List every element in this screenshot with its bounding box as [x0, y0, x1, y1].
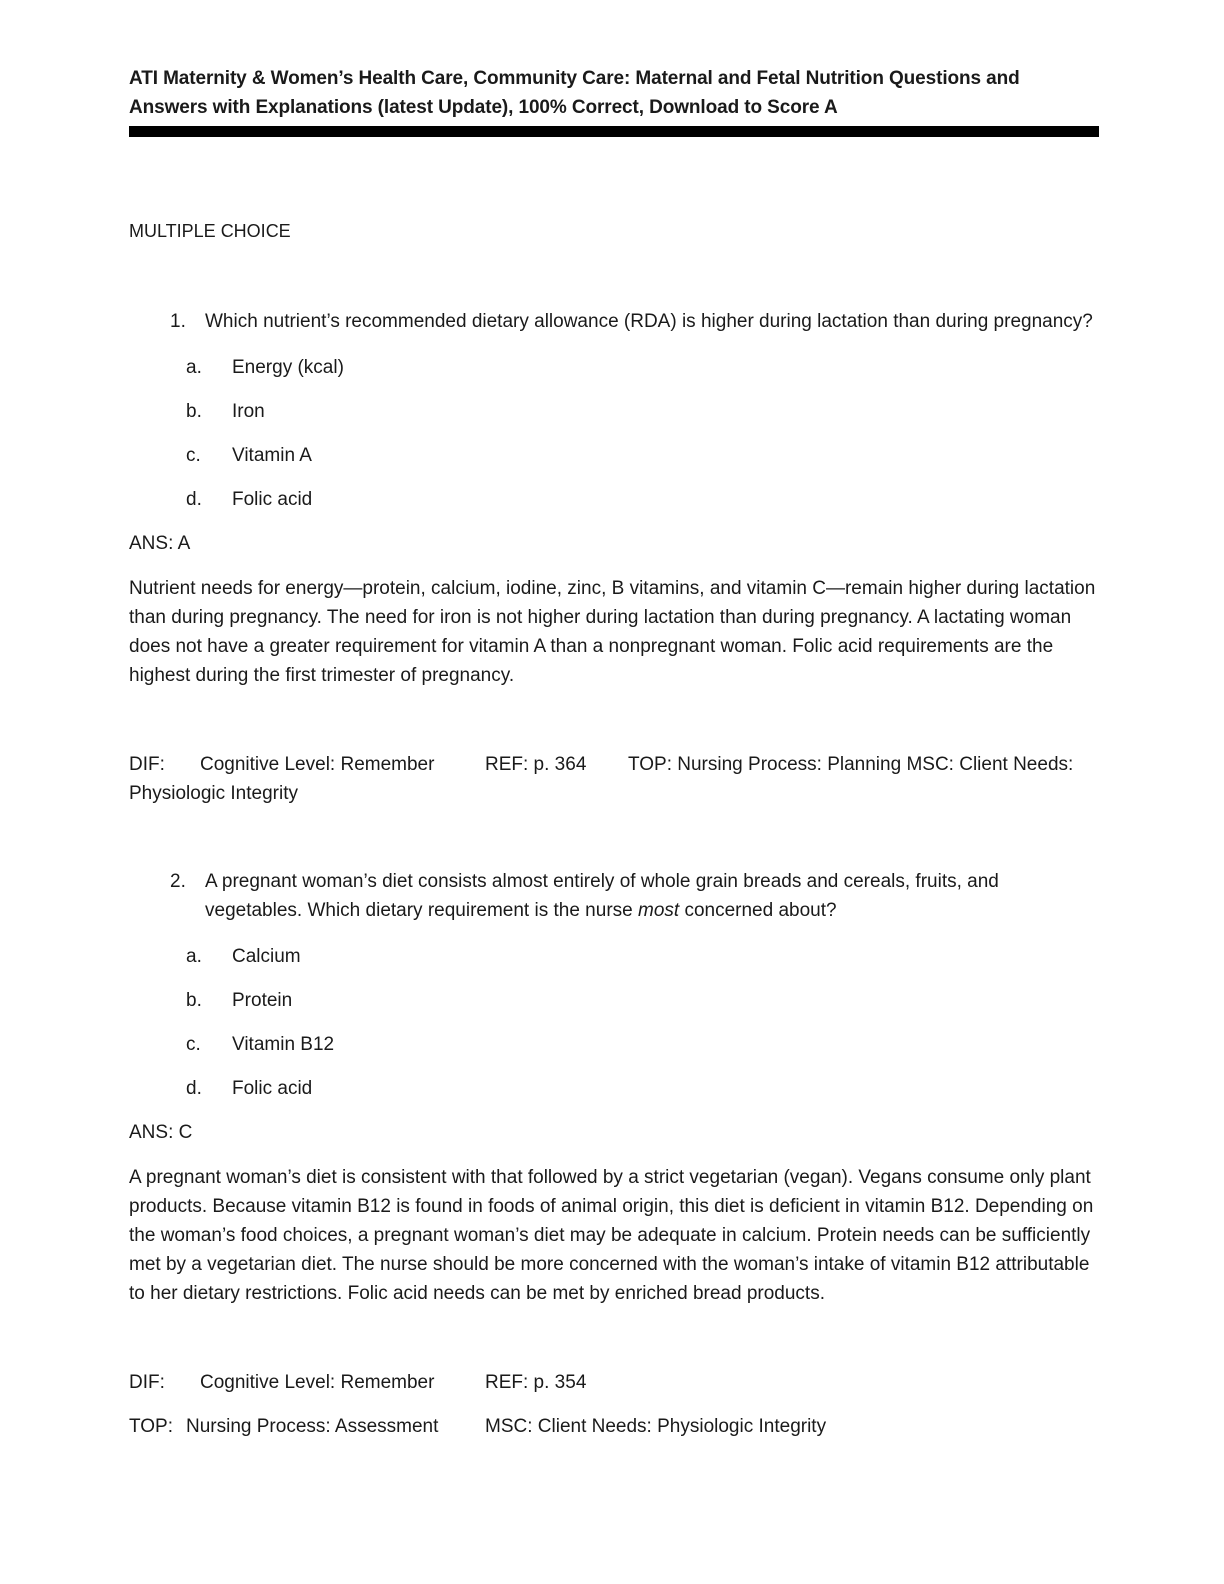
question-2: [129, 867, 1099, 925]
option-2b: [129, 989, 1099, 1013]
option-letter: c.: [186, 445, 201, 466]
rationale-1: Nutrient needs for energy—protein, calcium, iodine, zinc, B vitamins, and vitamin C—remain higher during lactation than during pregnancy. The need for iron is not higher during lactation than during pregnancy. A lactating woman does not have a greater requirement for vitamin A than a nonpregnant woman. Folic acid requirements are the highest during the first trimester of pregnancy.: [129, 578, 1096, 686]
top-label: TOP:: [129, 1416, 173, 1437]
option-2a: [129, 945, 1099, 969]
option-letter: b.: [186, 990, 202, 1011]
option-letter: a.: [186, 946, 202, 967]
question-1: [129, 307, 1099, 336]
option-1b: [129, 400, 1099, 424]
dif-label: DIF:: [129, 1372, 165, 1393]
question-text: [205, 867, 1099, 925]
question-number: 1.: [170, 311, 186, 332]
question-emphasis: most: [638, 900, 680, 921]
answer-2: ANS: C: [129, 1122, 193, 1143]
document-page: [129, 64, 1099, 1441]
answer-1: ANS: A: [129, 533, 191, 554]
question-number: 2.: [170, 871, 186, 892]
option-text: Folic acid: [232, 489, 313, 510]
option-letter: d.: [186, 1078, 202, 1099]
option-1c: [129, 444, 1099, 468]
option-text: Protein: [232, 990, 293, 1011]
option-letter: d.: [186, 489, 202, 510]
document-title: ATI Maternity & Women’s Health Care, Community Care: Maternal and Fetal Nutrition Questions and Answers with Explanations (latest Update), 100% Correct, Download to Score A: [129, 68, 1020, 118]
option-2c: [129, 1033, 1099, 1057]
option-text: Energy (kcal): [232, 357, 344, 378]
option-text: Folic acid: [232, 1078, 313, 1099]
title-rule: [129, 126, 1099, 137]
option-1d: [129, 488, 1099, 512]
option-letter: c.: [186, 1034, 201, 1055]
question-text-part: A pregnant woman’s diet consists almost entirely of whole grain breads and cereals, fruits, and vegetables. Which dietary requirement is the nurse: [205, 871, 999, 921]
option-text: Iron: [232, 401, 265, 422]
msc-value: MSC: Client Needs:: [906, 754, 1074, 775]
dif-value: Cognitive Level: Remember: [200, 1372, 435, 1393]
msc-value: MSC: Client Needs: Physiologic Integrity: [485, 1416, 827, 1437]
top-value: Nursing Process: Assessment: [186, 1416, 439, 1437]
meta-2-cont: [129, 1412, 1099, 1441]
dif-label: DIF:: [129, 754, 165, 775]
top-value: TOP: Nursing Process: Planning: [628, 754, 902, 775]
ref-value: REF: p. 354: [485, 1372, 587, 1393]
option-2d: [129, 1077, 1099, 1101]
meta-2: [129, 1368, 1099, 1397]
option-text: Calcium: [232, 946, 301, 967]
ref-value: REF: p. 364: [485, 754, 587, 775]
option-1a: [129, 356, 1099, 380]
rationale-2: A pregnant woman’s diet is consistent with that followed by a strict vegetarian (vegan). Vegans consume only plant products. Because vitamin B12 is found in foods of animal origin, this diet is deficient in vitamin B12. Depending on the woman’s food choices, a pregnant woman’s diet may be adequate in calcium. Protein needs can be sufficiently met by a vegetarian diet. The nurse should be more concerned with the woman’s intake of vitamin B12 attributable to her dietary restrictions. Folic acid needs can be met by enriched bread products.: [129, 1167, 1094, 1304]
option-text: Vitamin A: [232, 445, 312, 466]
question-text: Which nutrient’s recommended dietary allowance (RDA) is higher during lactation than during pregnancy?: [205, 311, 1093, 332]
option-letter: b.: [186, 401, 202, 422]
option-letter: a.: [186, 357, 202, 378]
meta-1-cont: Physiologic Integrity: [129, 783, 298, 804]
question-text-part: concerned about?: [679, 900, 837, 921]
section-label: MULTIPLE CHOICE: [129, 221, 291, 241]
meta-1: [129, 750, 1099, 779]
option-text: Vitamin B12: [232, 1034, 335, 1055]
dif-value: Cognitive Level: Remember: [200, 754, 435, 775]
